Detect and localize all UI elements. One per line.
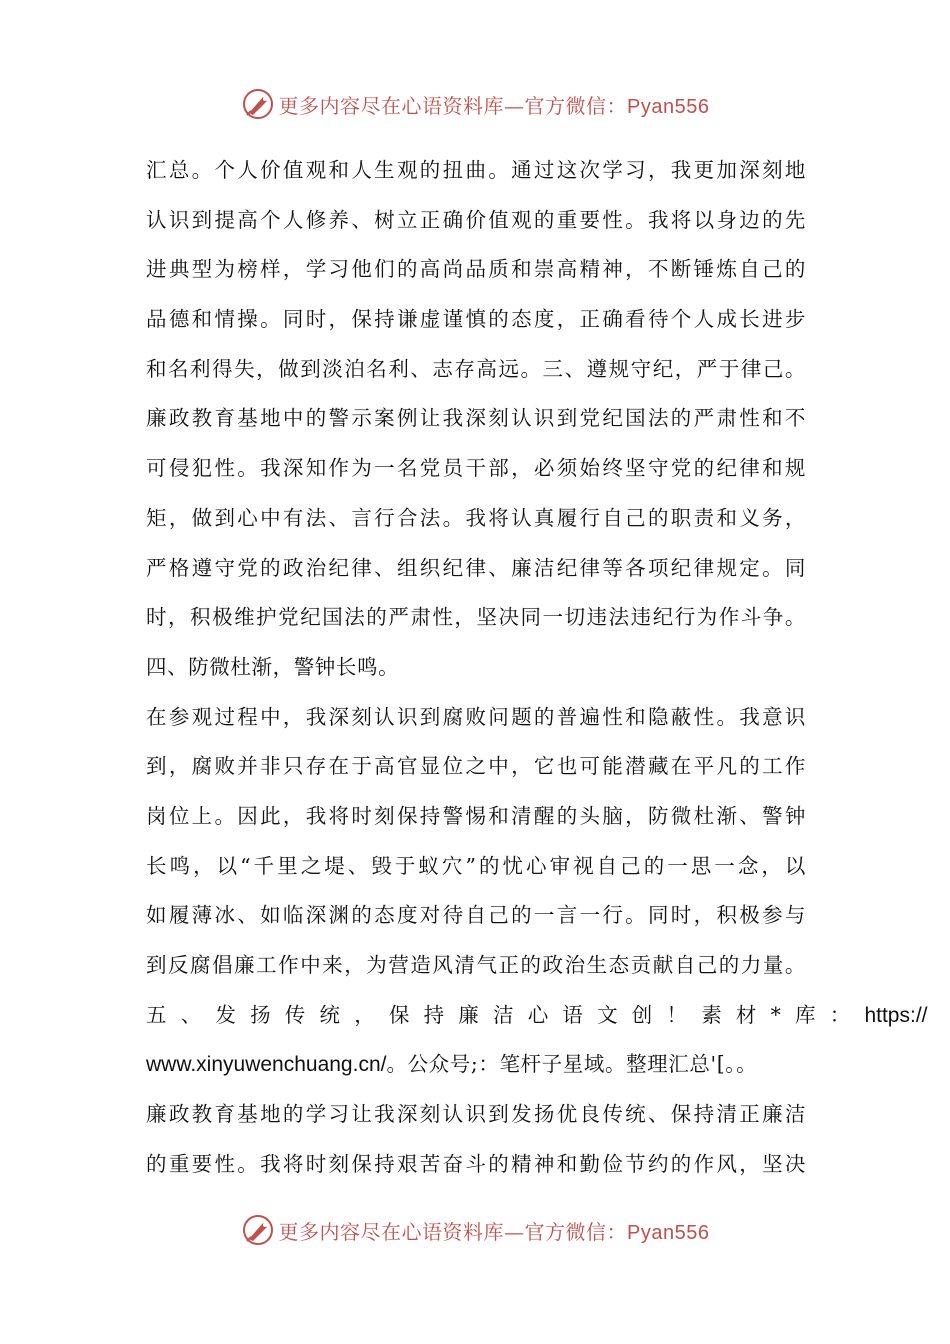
text-line [146,1090,806,1140]
banner-text-cn: 更多内容尽在心语资料库—官方微信： [278,93,628,118]
text-line [146,444,806,494]
line-text: 岗位上。因此，我将时刻保持警惕和清醒的头脑，防微杜渐、警钟 [146,803,806,828]
text-line [146,792,806,842]
line-text: 。公众号;：笔杆子星域。整理汇总'[。。 [386,1052,758,1077]
line-text: 认识到提高个人修养、树立正确价值观的重要性。我将以身边的先 [146,207,806,232]
banner-wechat-id: Pyan556 [627,95,710,118]
text-line [146,891,806,941]
line-text: 如履薄冰、如临深渊的态度对待自己的一言一行。同时，积极参与 [146,903,806,928]
text-line [146,693,806,743]
text-line [146,245,806,295]
footer-watermark-banner [0,1208,950,1252]
text-line [146,991,928,1041]
header-watermark-banner [0,82,950,126]
line-text: 廉政教育基地中的警示案例让我深刻认识到党纪国法的严肃性和不 [146,406,806,431]
line-text: 和名利得失，做到淡泊名利、志存高远。三、遵规守纪，严于律己。 [146,356,806,381]
line-text: 可侵犯性。我深知作为一名党员干部，必须始终坚守党的纪律和规 [146,456,806,481]
line-text: 严格遵守党的政治纪律、组织纪律、廉洁纪律等各项纪律规定。同 [146,555,806,580]
text-line [146,146,806,196]
text-line [146,394,806,444]
line-text: 品德和情操。同时，保持谦虚谨慎的态度，正确看待个人成长进步 [146,307,806,332]
url-fragment: www.xinyuwenchuang.cn/ [146,1053,387,1077]
line-text: 到反腐倡廉工作中来，为营造风清气正的政治生态贡献自己的力量。 [146,953,806,977]
line-text: 长鸣，以“千里之堤、毁于蚁穴”的忧心审视自己的一思一念，以 [146,853,806,878]
line-text: 矩，做到心中有法、言行合法。我将认真履行自己的职责和义务， [146,505,806,530]
line-text: 到，腐败并非只存在于高官显位之中，它也可能潜藏在平凡的工作 [146,754,806,779]
banner-text-cn: 更多内容尽在心语资料库—官方微信： [278,1219,628,1244]
text-line [146,494,806,544]
line-text: 汇总。个人价值观和人生观的扭曲。通过这次学习，我更加深刻地 [146,158,806,182]
pen-nib-logo-icon [241,87,275,121]
text-line [146,842,806,892]
text-line [146,295,806,345]
banner-text [279,1216,710,1245]
document-body [146,146,928,1189]
text-line [146,941,806,991]
text-line [146,643,806,693]
text-line [146,345,806,395]
text-line [146,544,806,594]
line-text: 的重要性。我将时刻保持艰苦奋斗的精神和勤俭节约的作风，坚决 [146,1151,806,1176]
text-line [146,742,806,792]
line-text: 五、发扬传统，保持廉洁心语文创！素材*库： [146,1002,865,1027]
text-line [146,593,806,643]
pen-nib-logo-icon [241,1213,275,1247]
line-text: 进典型为榜样，学习他们的高尚品质和崇高精神，不断锤炼自己的 [146,257,806,282]
text-line [146,1140,806,1190]
line-text: 在参观过程中，我深刻认识到腐败问题的普遍性和隐蔽性。我意识 [146,704,806,729]
banner-text [279,90,710,119]
banner-wechat-id: Pyan556 [627,1221,710,1244]
text-line [146,1040,806,1090]
line-text: 廉政教育基地的学习让我深刻认识到发扬优良传统、保持清正廉洁 [146,1102,806,1127]
line-text: 时，积极维护党纪国法的严肃性，坚决同一切违法违纪行为作斗争。 [146,605,806,630]
text-line [146,196,806,246]
line-text: 四、防微杜渐，警钟长鸣。 [146,654,400,679]
url-fragment: https:// [864,1003,928,1027]
